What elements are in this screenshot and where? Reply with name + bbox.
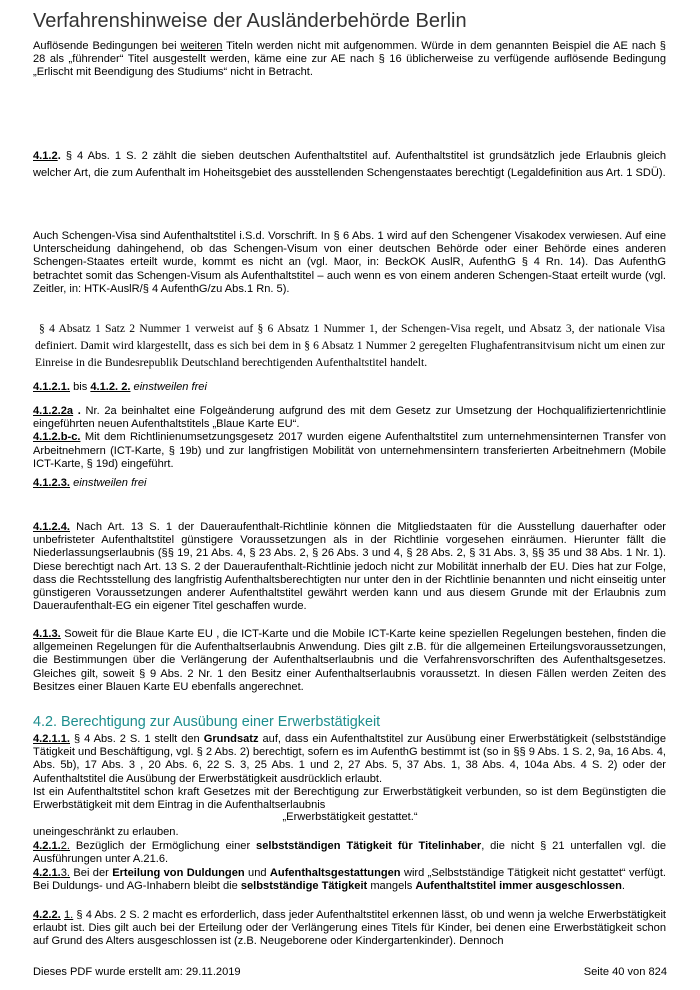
paragraph-4-2-1-3: 4.2.1.3. Bei der Erteilung von Duldungen und Aufenthaltsgestattungen wird „Selbstständige Tätigkeit nicht gestattet“ verfügt. Bei Duldungs- und AG-Inhabern bleibt die selbstständige Tätigkeit mangels Aufenthaltstitel immer ausgeschlossen. [33,867,666,893]
paragraph-4-2-1-2: 4.2.1.2. Bezüglich der Ermöglichung einer selbstständigen Tätigkeit für Titelinhaber, die nicht § 21 unterfallen vgl. die Ausführungen unter A.21.6. [33,840,667,866]
paragraph-4-1-2-3: 4.1.2.3. einstweilen frei [33,477,147,489]
paragraph-absatz-1: § 4 Absatz 1 Satz 2 Nummer 1 verweist auf § 6 Absatz 1 Nummer 1, der Schengen-Visa regelt, und Absatz 3, der nationale Visa definiert. Damit wird klargestellt, dass es sich bei dem in § 6 Absatz 1 Nummer 2 geregelten Flughafentransitvisum nicht um einen zur Einreise in die Bundesrepublik Deutschland berechtigenden Aufenthaltstitel handelt. [35,322,665,370]
paragraph-schengen-visa: Auch Schengen-Visa sind Aufenthaltstitel i.S.d. Vorschrift. In § 6 Abs. 1 wird auf den Schengener Visakodex verwiesen. Auf eine Unterscheidung dahingehend, ob das Schengen-Visum von einer deutschen Behörde oder einer Behörde eines anderen Schengen-Staates erteilt wurde, kommt es nicht an (vgl. Maor, in: BeckOK AuslR, AufenthG § 4 Rn. 14). Das AufenthG betrachtet somit das Schengen-Visum als Aufenthaltstitel – auch wenn es von einem anderen Schengen-Staat erteilt wurde (vgl. Zeitler, in: HTK-AuslR/§ 4 AufenthG/zu Abs.1 Rn. 5). [33,230,666,295]
paragraph-4-1-2: 4.1.2. § 4 Abs. 1 S. 2 zählt die sieben deutschen Aufenthaltstitel auf. Aufenthaltstitel ist grundsätzlich jede Erlaubnis gleich welcher Art, die zum Aufenthalt im Hoheitsgebiet des ausstellenden Schengenstaates berechtigt (Legaldefinition aus Art. 1 SDÜ). [33,150,666,180]
section-ref: 4.1.2 [33,150,58,162]
footer-page-number: Seite 40 von 824 [583,966,667,978]
paragraph-aufloesende-bedingungen: Auflösende Bedingungen bei weiteren Titeln werden nicht mit aufgenommen. Würde in dem genannten Beispiel die AE nach § 28 als „führender“ Titel ausgestellt werden, käme eine zur AE nach § 16 üblicherweise zu verfügende auflösende Bedingung „Erlischt mit Beendigung des Studiums“ nicht in Betracht. [33,40,666,79]
footer-created-date: Dieses PDF wurde erstellt am: 29.11.2019 [33,966,241,978]
section-heading-4-2: 4.2. Berechtigung zur Ausübung einer Erwerbstätigkeit [33,714,381,730]
paragraph-4-1-2-4: 4.1.2.4. Nach Art. 13 S. 1 der Daueraufenthalt-Richtlinie können die Mitgliedstaaten für die Ausstellung dauerhafter oder unbefristeter Aufenthaltstitel günstigere Voraussetzungen als in der Richtlinie vorgesehen einräumen. Hierunter fällt die Niederlassungserlaubnis (§§ 19, 21 Abs. 4, § 23 Abs. 2, § 26 Abs. 3 und 4, § 28 Abs. 2, § 31 Abs. 3, §§ 35 und 38 Abs. 1 Nr. 1). Diese berechtigt nach Art. 13 S. 2 der Daueraufenthalt-Richtlinie jedoch nicht zur Mobilität innerhalb der EU. Dies hat zur Folge, dass die Rechtsstellung des langfristig Aufenthaltsberechtigten nur unter den in der Richtlinie benannten und nicht einseitig unter günstigeren Voraussetzungen anderer Aufenthaltstitel gewährt werden kann und aus diesem Grunde mit der Erlaubnis zum Daueraufenthalt-EG ein eigener Titel geschaffen wurde. [33,521,666,613]
quote-erwerbstaetigkeit: „Erwerbstätigkeit gestattet.“ [282,811,418,823]
paragraph-4-1-2-2a: 4.1.2.2a . Nr. 2a beinhaltet eine Folgeänderung aufgrund des mit dem Gesetz zur Umsetzung der Hochqualifiziertenrichtlinie eingeführten neuen Aufenthaltstitels „Blaue Karte EU“. 4.1.2.b-c. Mit dem Richtlinienumsetzungsgesetz 2017 wurden eigene Aufenthaltstitel zum unternehmensinternen Transfer von Arbeitnehmern (ICT-Karte, § 19b) und zur langfristigen Mobilität von unternehmensintern transferierten Arbeitnehmern (Mobile ICT-Karte, § 19d) eingeführt. [33,405,666,470]
paragraph-4-2-1-1: 4.2.1.1. § 4 Abs. 2 S. 1 stellt den Grundsatz auf, dass ein Aufenthaltstitel zur Ausübung einer Erwerbstätigkeit (selbstständige Tätigkeit und Beschäftigung, vgl. § 2 Abs. 2) berechtigt, sofern es im AufenthG bestimmt ist (so in §§ 9 Abs. 1 S. 2, 9a, 16 Abs. 4, Abs. 5b), 17 Abs. 3 , 20 Abs. 6, 22 S. 3, 25 Abs. 1 und 2, 27 Abs. 5, 37 Abs. 1, 38 Abs. 4, 104a Abs. 4 S. 2) oder der Aufenthaltstitel die Ausübung der Erwerbstätigkeit ausdrücklich erlaubt. Ist ein Aufenthaltstitel schon kraft Gesetzes mit der Berechtigung zur Erwerbstätigkeit verbunden, so ist dem Begünstigten die Erwerbstätigkeit mit dem Eintrag in die Aufenthaltserlaubnis [33,733,667,812]
document-title: Verfahrenshinweise der Ausländerbehörde Berlin [33,10,467,32]
paragraph-4-1-3: 4.1.3. Soweit für die Blaue Karte EU , die ICT-Karte und die Mobile ICT-Karte keine speziellen Regelungen bestehen, finden die allgemeinen Regelungen für die Aufenthaltserlaubnis Anwendung. Dies gilt z.B. für die allgemeinen Erteilungsvoraussetzungen, die Bestimmungen über die Verlängerung der Aufenthaltserlaubnis und die Verfahrensvorschriften des Aufenthaltsgesetzes. Gleiches gilt, soweit § 9 Abs. 2 Nr. 1 den Besitz einer Aufenthaltserlaubnis voraussetzt. In diesen Fällen werden Zeiten des Besitzes einer Blauen Karte EU ebenfalls angerechnet. [33,628,666,693]
paragraph-4-2-2-1: 4.2.2. 1. § 4 Abs. 2 S. 2 macht es erforderlich, dass jeder Aufenthaltstitel erkennen lässt, ob und wenn ja welche Erwerbstätigkeit erlaubt ist. Dies gilt auch bei der Erteilung oder der Verlängerung eines Titels für Kinder, bei denen eine Erwerbstätigkeit schon auf Grund des Alters ausgeschlossen ist (z.B. Neugeborene oder Kindergartenkinder). Dennoch [33,909,666,948]
paragraph-uneingeschraenkt: uneingeschränkt zu erlauben. [33,826,179,838]
paragraph-4-1-2-1: 4.1.2.1. bis 4.1.2. 2. einstweilen frei [33,381,207,393]
